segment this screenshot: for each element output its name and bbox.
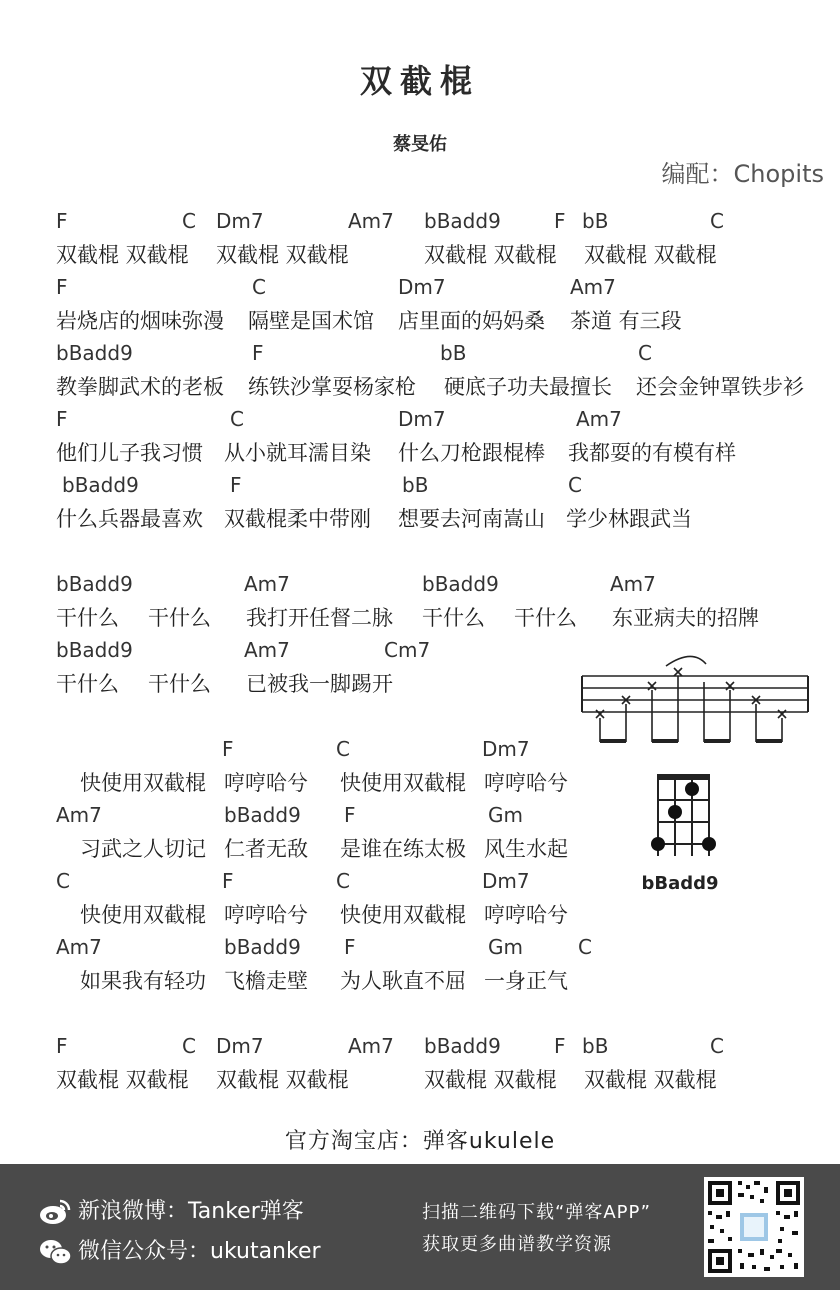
lyric: 双截棍 双截棍 (56, 1068, 189, 1092)
chord: F (56, 275, 68, 299)
chord: Am7 (348, 1034, 394, 1058)
lyric-line-12 (0, 1062, 840, 1096)
chord: Am7 (348, 209, 394, 233)
lyric: 飞檐走壁 (224, 969, 308, 993)
chord: F (222, 737, 234, 761)
artist-name: 蔡旻佑 (393, 134, 447, 155)
lyric: 一身正气 (484, 969, 568, 993)
lyric: 双截棍 双截棍 (424, 1068, 557, 1092)
weibo-text: 新浪微博：Tanker弹客 (78, 1199, 304, 1224)
lyric: 风生水起 (484, 837, 568, 861)
chord: Dm7 (216, 209, 264, 233)
strum-pattern-notation (576, 652, 816, 752)
chord: Dm7 (482, 737, 530, 761)
lyric: 教拳脚武术的老板 (56, 375, 224, 399)
chord: C (182, 1034, 196, 1058)
chord: bBadd9 (224, 935, 301, 959)
lyric: 快使用双截棍 (340, 771, 466, 795)
lyric: 硬底子功夫最擅长 (444, 375, 612, 399)
chord: F (222, 869, 234, 893)
lyric: 哼哼哈兮 (224, 771, 308, 795)
lyric: 双截棍 双截棍 (424, 243, 557, 267)
chord: bBadd9 (62, 473, 139, 497)
chord: bB (582, 209, 609, 233)
lyric: 店里面的妈妈桑 (398, 309, 545, 333)
official-shop-text: 官方淘宝店：弹客ukulele (284, 1129, 556, 1154)
lyric: 岩烧店的烟味弥漫 (56, 309, 224, 333)
chord-diagram-bbadd9 (648, 770, 720, 862)
chord: bBadd9 (424, 209, 501, 233)
chord: bB (402, 473, 429, 497)
chord-line-1 (0, 205, 840, 239)
wechat-icon (38, 1237, 72, 1267)
chord: Gm (488, 803, 523, 827)
chord-diagram-label: bBadd9 (641, 873, 719, 894)
lyric: 双截棍柔中带刚 (224, 507, 371, 531)
lyric: 哼哼哈兮 (484, 903, 568, 927)
lyric: 干什么 (148, 606, 211, 630)
qr-code-icon (704, 1177, 804, 1277)
chord: Am7 (244, 638, 290, 662)
arranger-credit: 编配：Chopits (661, 160, 824, 188)
lyric: 什么兵器最喜欢 (56, 507, 203, 531)
lyric-line-11 (0, 963, 840, 997)
lyric: 学少林跟武当 (566, 507, 692, 531)
lyric: 我都耍的有模有样 (568, 441, 736, 465)
chord: F (344, 935, 356, 959)
chord: C (336, 737, 350, 761)
chord: Am7 (56, 935, 102, 959)
lyric: 仁者无敌 (224, 837, 308, 861)
lyric: 茶道 有三段 (570, 309, 682, 333)
chord: Am7 (576, 407, 622, 431)
lyric: 练铁沙掌耍杨家枪 (248, 375, 416, 399)
lyric: 双截棍 双截棍 (56, 243, 189, 267)
lyric: 哼哼哈兮 (224, 903, 308, 927)
chord: F (554, 209, 566, 233)
lyric-line-4 (0, 435, 840, 469)
lyric: 从小就耳濡目染 (224, 441, 371, 465)
chord: F (230, 473, 242, 497)
chord: F (252, 341, 264, 365)
chord: C (252, 275, 266, 299)
chord-line-3 (0, 337, 840, 371)
chord-line-2 (0, 271, 840, 305)
lyric: 隔壁是国术馆 (248, 309, 374, 333)
lyric: 为人耿直不屈 (340, 969, 466, 993)
chord: bBadd9 (56, 572, 133, 596)
weibo-row (38, 1194, 304, 1226)
chord: Am7 (570, 275, 616, 299)
lyric: 是谁在练太极 (340, 837, 466, 861)
chord-line-12 (0, 1030, 840, 1064)
lyric-line-1 (0, 237, 840, 271)
lyric: 干什么 (422, 606, 485, 630)
lyric: 双截棍 双截棍 (216, 1068, 349, 1092)
scan-download-text: 扫描二维码下载“弹客APP” (422, 1202, 652, 1223)
chord: C (638, 341, 652, 365)
lyric: 双截棍 双截棍 (216, 243, 349, 267)
chord: Dm7 (216, 1034, 264, 1058)
lyric: 还会金钟罩铁步衫 (636, 375, 804, 399)
chord: Gm (488, 935, 523, 959)
chord: C (710, 1034, 724, 1058)
lyric: 如果我有轻功 (80, 969, 206, 993)
lyric: 干什么 (148, 672, 211, 696)
lyric: 双截棍 双截棍 (584, 243, 717, 267)
lyric: 习武之人切记 (80, 837, 206, 861)
lyric: 哼哼哈兮 (484, 771, 568, 795)
chord: C (568, 473, 582, 497)
chord: Dm7 (482, 869, 530, 893)
lyric: 快使用双截棍 (80, 903, 206, 927)
lyric: 双截棍 双截棍 (584, 1068, 717, 1092)
chord: bBadd9 (424, 1034, 501, 1058)
chord-line-5 (0, 469, 840, 503)
lyric: 我打开任督二脉 (246, 606, 393, 630)
lyric: 已被我一脚踢开 (246, 672, 393, 696)
chord: Am7 (56, 803, 102, 827)
chord: F (344, 803, 356, 827)
footer-bar (0, 1164, 840, 1290)
chord: bB (440, 341, 467, 365)
chord: bBadd9 (56, 638, 133, 662)
chord: Cm7 (384, 638, 431, 662)
lyric: 东亚病夫的招牌 (612, 606, 759, 630)
scan-resources-text: 获取更多曲谱教学资源 (422, 1234, 612, 1255)
chord: F (554, 1034, 566, 1058)
chord: bBadd9 (224, 803, 301, 827)
chord: Am7 (610, 572, 656, 596)
song-title: 双截棍 (359, 62, 480, 100)
wechat-text: 微信公众号：ukutanker (78, 1239, 321, 1264)
chord: C (182, 209, 196, 233)
lyric-line-5 (0, 501, 840, 535)
chord-line-4 (0, 403, 840, 437)
lyric: 什么刀枪跟棍棒 (398, 441, 545, 465)
lyric: 想要去河南嵩山 (398, 507, 545, 531)
chord: bB (582, 1034, 609, 1058)
chord: C (578, 935, 592, 959)
chord: C (710, 209, 724, 233)
weibo-icon (38, 1198, 72, 1226)
chord: C (336, 869, 350, 893)
lyric: 干什么 (56, 606, 119, 630)
lyric: 干什么 (514, 606, 577, 630)
chord: C (230, 407, 244, 431)
chord-line-11 (0, 931, 840, 965)
chord-line-6 (0, 568, 840, 602)
chord: bBadd9 (422, 572, 499, 596)
chord: Dm7 (398, 407, 446, 431)
lyric: 干什么 (56, 672, 119, 696)
lyric-line-2 (0, 303, 840, 337)
chord: bBadd9 (56, 341, 133, 365)
chord: C (56, 869, 70, 893)
chord: Dm7 (398, 275, 446, 299)
lyric-line-10 (0, 897, 840, 931)
chord: F (56, 407, 68, 431)
lyric-line-6 (0, 600, 840, 634)
lyric-line-3 (0, 369, 840, 403)
lyric: 快使用双截棍 (340, 903, 466, 927)
lyric: 他们儿子我习惯 (56, 441, 203, 465)
chord: F (56, 209, 68, 233)
lyric: 快使用双截棍 (80, 771, 206, 795)
wechat-row (38, 1234, 321, 1267)
chord: Am7 (244, 572, 290, 596)
chord: F (56, 1034, 68, 1058)
